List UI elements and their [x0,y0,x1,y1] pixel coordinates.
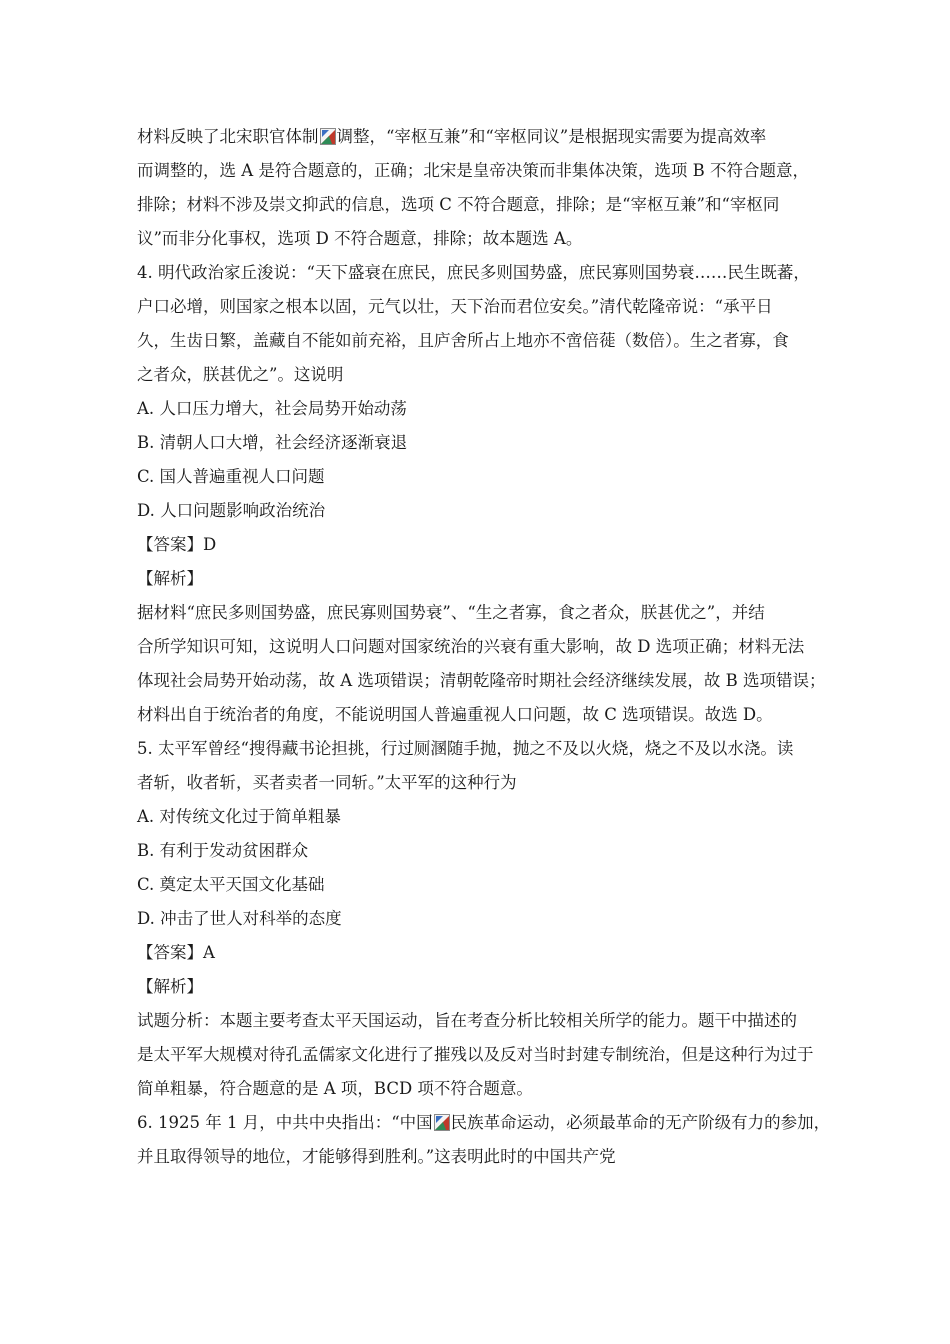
text-line: 之者众，朕甚优之”。这说明 [137,365,344,384]
option-d: D. 人口问题影响政治统治 [137,501,326,520]
text-segment: 调整，“宰枢互兼”和“宰枢同议”是根据现实需要为提高效率 [336,127,767,146]
option-a: A. 人口压力增大，社会局势开始动荡 [137,399,407,418]
broken-image-icon [434,1114,450,1131]
text-line: 体现社会局势开始动荡，故 A 选项错误；清朝乾隆帝时期社会经济继续发展，故 B 选项错误； [137,671,826,690]
question-6-stem [137,1112,837,1134]
text-line: 试题分析：本题主要考查太平天国运动，旨在考查分析比较相关所学的能力。题干中描述的 [137,1011,797,1030]
option-b: B. 有利于发动贫困群众 [137,841,309,860]
question-4-stem: 4. 明代政治家丘浚说：“天下盛衰在庶民，庶民多则国势盛，庶民寡则国势衰……民生既蕃， [137,263,810,282]
text-line: 议”而非分化事权，选项 D 不符合题意，排除；故本题选 A。 [137,229,583,248]
text-line: 排除；材料不涉及崇文抑武的信息，选项 C 不符合题意，排除；是“宰枢互兼”和“宰枢同 [137,195,780,214]
option-c: C. 国人普遍重视人口问题 [137,467,325,486]
option-b: B. 清朝人口大增，社会经济逐渐衰退 [137,433,408,452]
text-line: 者斩，收者斩，买者卖者一同斩。”太平军的这种行为 [137,773,517,792]
text-line: 据材料“庶民多则国势盛，庶民寡则国势衰”、“生之者寡，食之者众，朕甚优之”，并结 [137,603,765,622]
text-line: 是太平军大规模对待孔孟儒家文化进行了摧残以及反对当时封建专制统治，但是这种行为过于 [137,1045,814,1064]
answer-label: 【答案】D [137,535,217,554]
option-a: A. 对传统文化过于简单粗暴 [137,807,341,826]
broken-image-icon [320,128,336,145]
text-line: 并且取得领导的地位，才能够得到胜利。”这表明此时的中国共产党 [137,1147,616,1166]
text-line: 合所学知识可知，这说明人口问题对国家统治的兴衰有重大影响，故 D 选项正确；材料无法 [137,637,805,656]
analysis-label: 【解析】 [137,569,203,588]
text-line [137,126,837,148]
option-d: D. 冲击了世人对科举的态度 [137,909,342,928]
text-segment: 民族革命运动，必须最革命的无产阶级有力的参加， [450,1113,831,1132]
text-segment: 材料反映了北宋职官体制 [137,127,319,146]
question-5-stem: 5. 太平军曾经“搜得藏书论担挑，行过厕溷随手抛，抛之不及以火烧，烧之不及以水浇。读 [137,739,794,758]
text-line: 户口必增，则国家之根本以固，元气以壮，天下治而君位安矣。”清代乾隆帝说：“承平日 [137,297,773,316]
analysis-label: 【解析】 [137,977,203,996]
text-line: 简单粗暴，符合题意的是 A 项，BCD 项不符合题意。 [137,1079,533,1098]
text-segment: 6. 1925 年 1 月，中共中央指出：“中国 [137,1113,433,1132]
option-c: C. 奠定太平天国文化基础 [137,875,325,894]
text-line: 材料出自于统治者的角度，不能说明国人普遍重视人口问题，故 C 选项错误。故选 D。 [137,705,773,724]
answer-label: 【答案】A [137,943,215,962]
text-line: 久，生齿日繁，盖藏自不能如前充裕，且庐舍所占上地亦不啻倍蓰（数倍）。生之者寡，食 [137,331,789,350]
text-line: 而调整的，选 A 是符合题意的，正确；北宋是皇帝决策而非集体决策，选项 B 不符合题意， [137,161,810,180]
